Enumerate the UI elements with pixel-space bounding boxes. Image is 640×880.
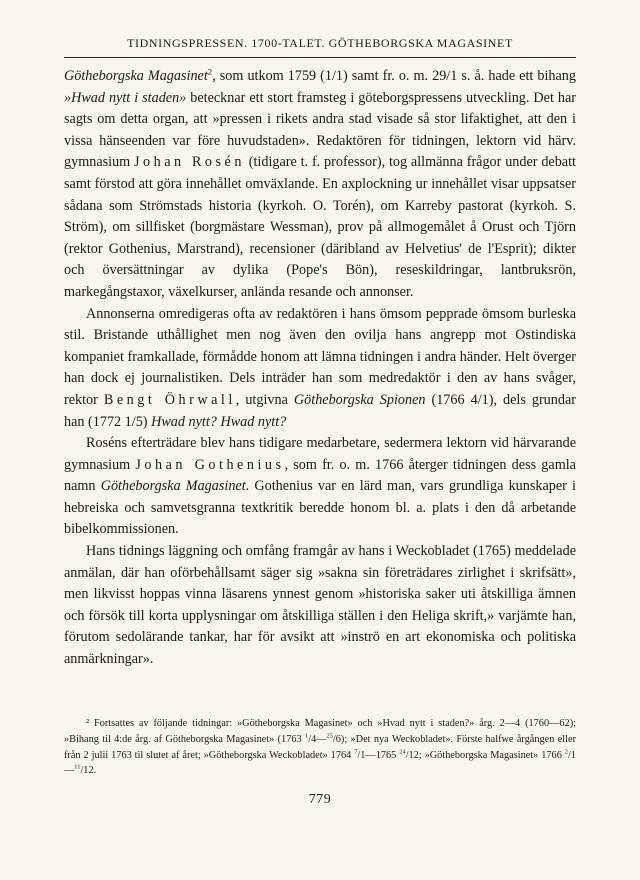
superscript: 2: [564, 748, 568, 756]
text-run: , som utkom 1759 (1/1) samt fr. o. m. 29/1 s. å. hade ett bihang: [212, 68, 576, 84]
page-number: 779: [308, 792, 332, 807]
superscript: 25: [326, 732, 333, 740]
superscript: 24: [399, 748, 406, 756]
italic-text: Hwad nytt? Hwad nytt?: [151, 413, 287, 430]
spaced-name: Johan Gothenius: [135, 456, 285, 473]
text-run: Fortsattes av följande tidningar: »Götheborgska Magasinet» och »Hvad nytt i staden?» årg. 2—4 (1760—62); »Bihang til 4:de årg. af Götheborgska Magasinet» (1763: [64, 718, 576, 745]
paragraph: [64, 304, 576, 434]
text-run: (1766 4/1), dels grundar han (1772 1/5): [64, 391, 576, 430]
text-run: ²: [86, 718, 90, 729]
body-text: [64, 66, 576, 671]
superscript: 7: [354, 748, 358, 756]
text-run: betecknar ett stort framsteg i göteborgspressens utveckling. Det har sagts om detta organ, att »pressen i rikets andra stad visade så stor lifaktighet, att den i vissa hänseenden var före huvudstaden». Redaktören för tidningen, lektorn vid härv. gymnasium: [64, 89, 577, 171]
footnote: [64, 716, 576, 779]
text-run: Hans tidnings läggning och omfång framgår av hans i Weckobladet (1765) meddelade anmälan, där han oförbehållsamt säger sig »sakna sin företrädares zirlighet i skrifsätt», men likvisst hoppas vinna läsarens ynnest genom »historiska saker uti åtskilliga ämnen och försök till korta upplysningar om åtskilliga ställen i den Heliga skrift,» varjämte han, förutom sedolärande tankar, har för avsikt att »inströ en art ekonomiska och politiska anmärkningar».: [64, 543, 576, 668]
text-run: /1—1765: [357, 749, 400, 761]
italic-text: Götheborgska Magasinet: [64, 68, 208, 84]
text-run: /12; »Götheborgska Magasinet» 1766: [405, 749, 565, 761]
spaced-name: Johan Rosén: [134, 154, 245, 171]
text-run: Annonserna omredigeras ofta av redaktören i hans ömsom pepprade ömsom burleska stil. Bristande uthållighet men nog även den ovilja hans angrepp mot Ostindiska kompaniet framkallade, förmådde honom att lämna tidningen i andra händer. Helt överger han dock ej journalistiken. Dels inträder han som medredaktör i den av hans svåger, rektor: [64, 305, 576, 408]
paragraph: [64, 433, 576, 541]
italic-text: Götheborgska Spionen: [293, 391, 426, 408]
footnotes: [64, 716, 576, 779]
running-header: TIDNINGSPRESSEN. 1700-TALET. GÖTHEBORGSKA MAGASINET: [127, 36, 513, 50]
text-run: (tidigare t. f. professor), tog allmänna frågor under debatt samt förstod att göra innehållet omväxlande. En axplockning ur innehållet visar uppsatser sådana som Strömstads historia (kyrkoh. O. Torén), om Karreby pastorat (kyrkoh. S. Ström), om sillfisket (borgmästare Wessman), prov på allmogemålet å Orust och Tjörn (rektor Gothenius, Marstrand), recensioner (däribland av Helvetius' de l'Esprit); dikter och översättningar av dylika (Pope's Bön), reseskildringar, lantbruksrön, markegångstaxor, växelkurser, anlända resande och annonser.: [64, 154, 576, 300]
text-run: /12.: [80, 765, 97, 777]
superscript: 1: [305, 732, 309, 740]
paragraph: [64, 541, 576, 671]
superscript: 2: [207, 66, 213, 77]
italic-text: »Hwad nytt i staden»: [64, 89, 187, 106]
text-run: , utgivna: [235, 391, 294, 408]
italic-text: Götheborgska Magasinet: [100, 478, 246, 495]
superscript: 11: [74, 763, 81, 771]
text-run: . Gothenius var en lärd man, vars grundliga kunskaper i hebreiska och samvetsgranna textkritik beredde honom bl. a. plats i den då arbetande bibelkommissionen.: [64, 478, 577, 538]
paragraph: [64, 66, 576, 304]
header-rule: [64, 57, 576, 58]
text-run: /6); »Det nya Weckobladet». Förste halfwe årgången eller från 2 julii 1763 til slutet af året; »Götheborgska Weckobladet» 1764: [64, 733, 576, 761]
text-run: /4—: [308, 733, 327, 745]
text-run: Roséns efterträdare blev hans tidigare medarbetare, sedermera lektorn vid härvarande gymnasium: [64, 435, 576, 473]
spaced-name: Bengt Öhrwall: [103, 391, 236, 408]
text-run: /1—: [64, 749, 576, 777]
text-run: , som fr. o. m. 1766 återger tidningen dess gamla namn: [64, 456, 576, 495]
